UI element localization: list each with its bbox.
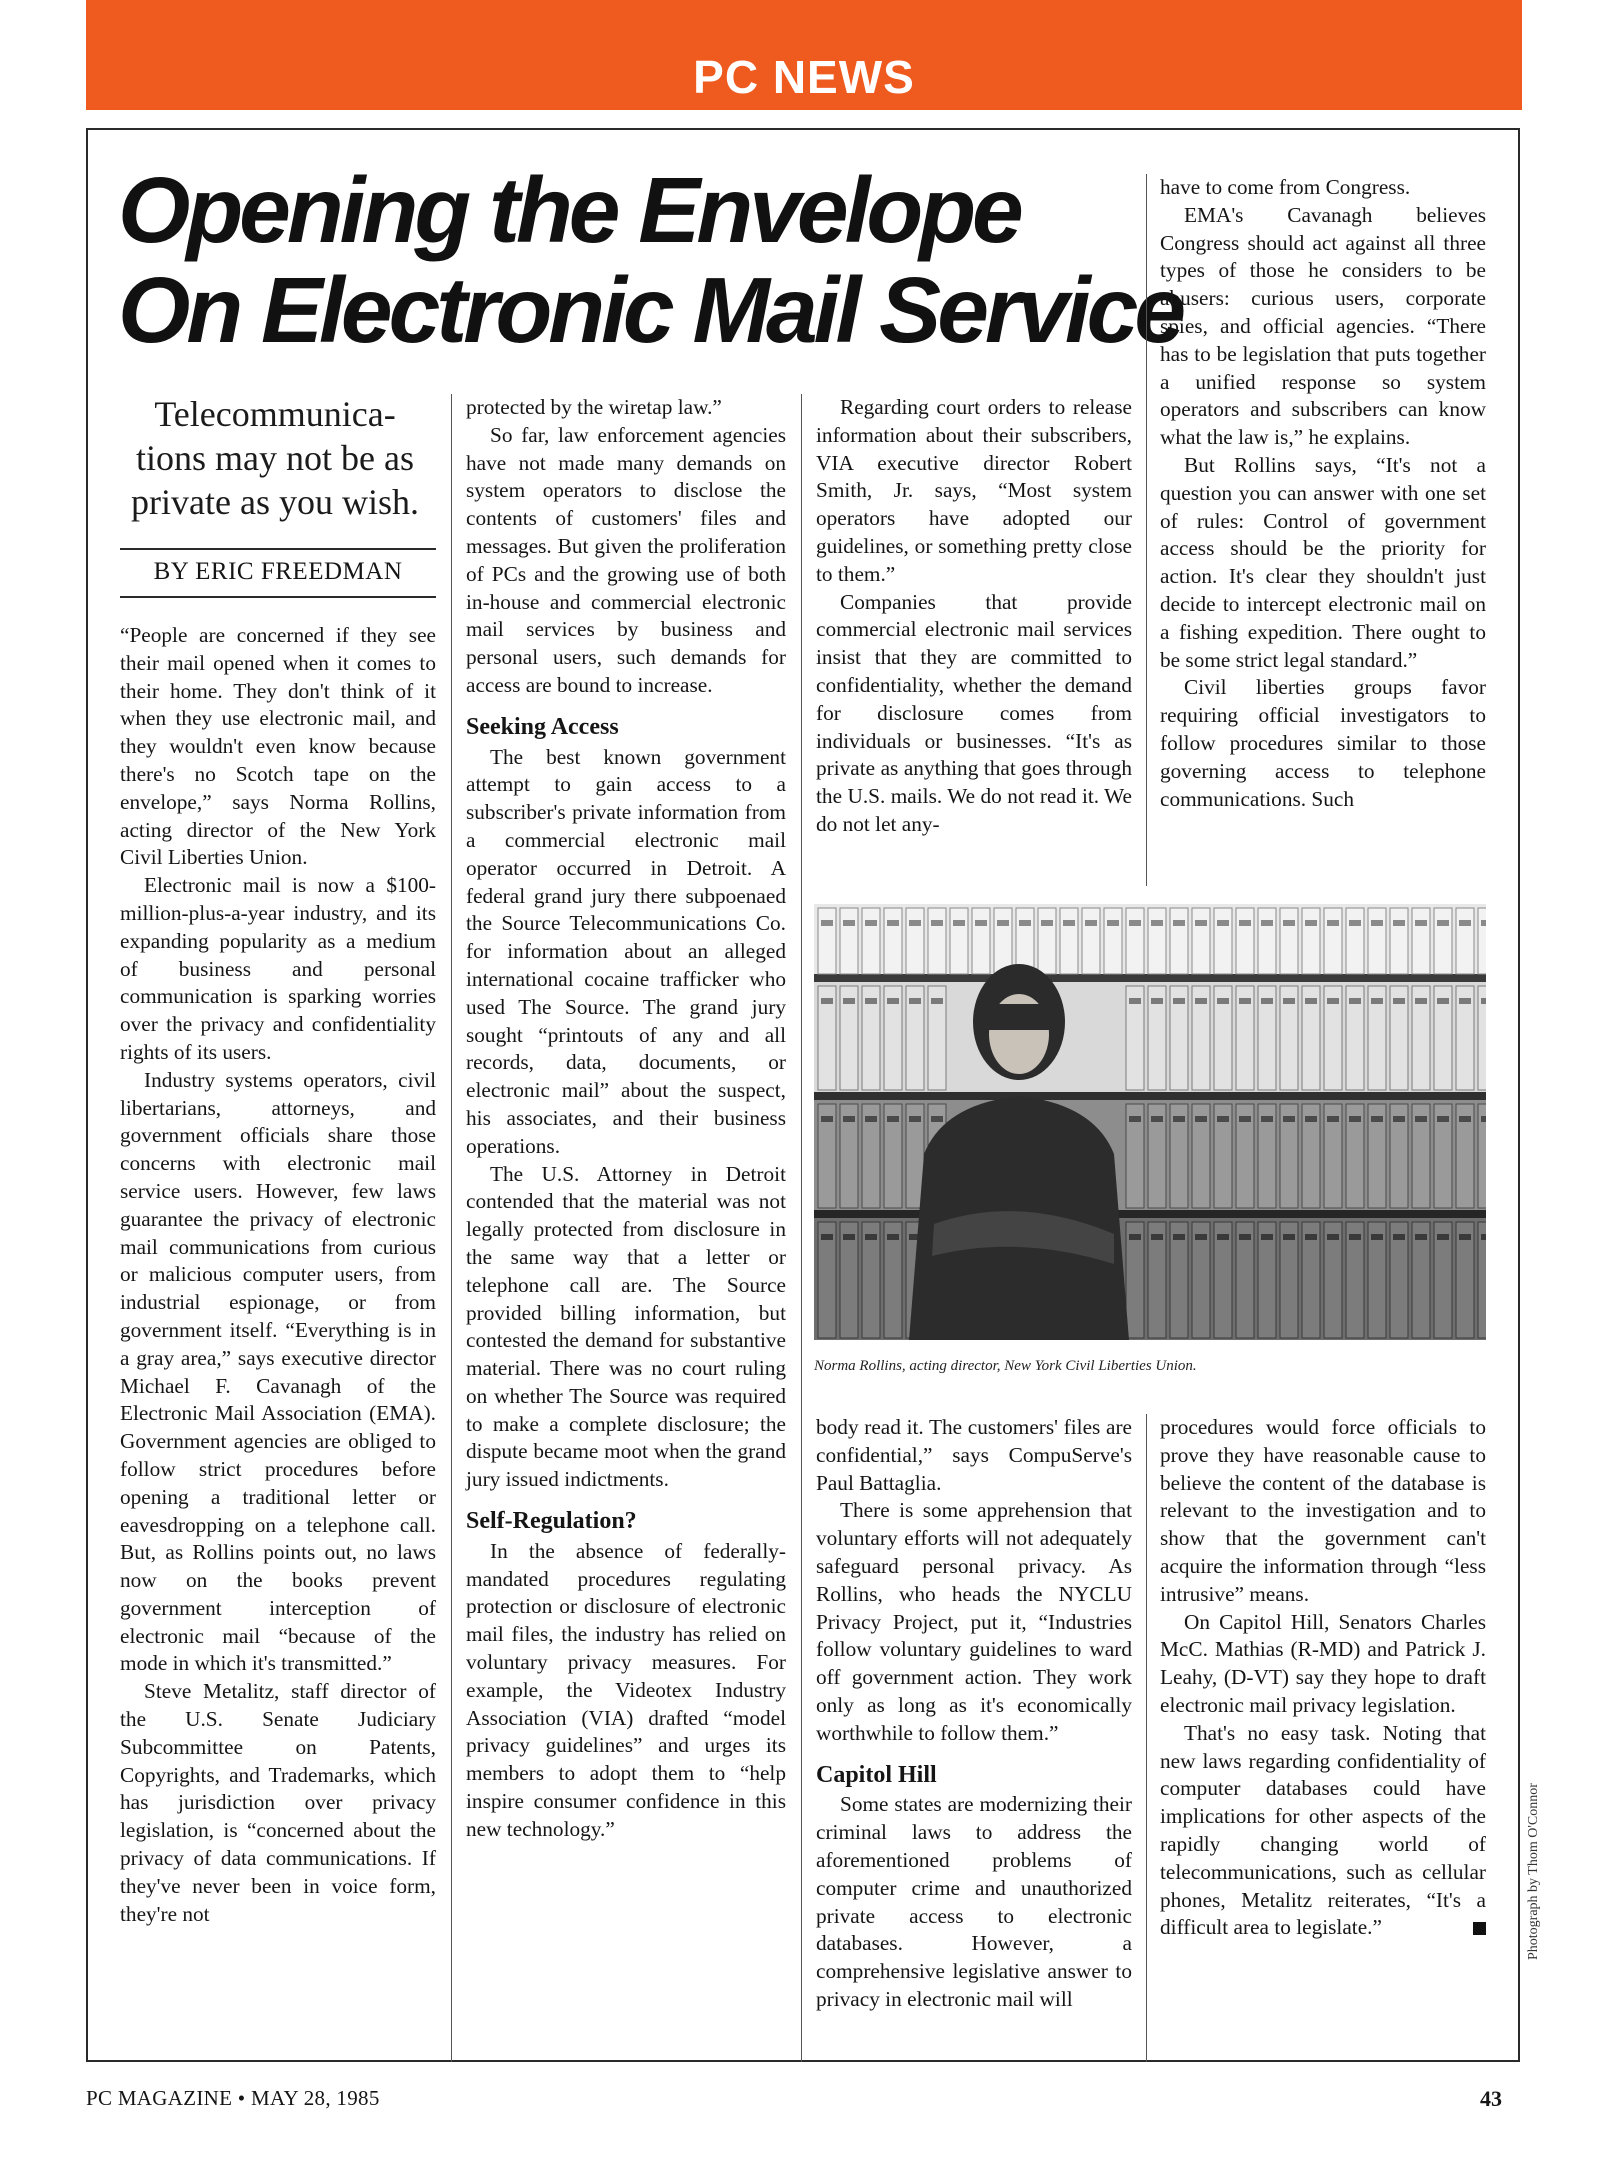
book-label <box>1371 920 1383 926</box>
book-label <box>1459 1234 1471 1240</box>
paragraph: So far, law enforcement agencies have not made many demands on system operators to disclose the contents of customers' files and messages. But given the proliferation of PCs and the growing use of both in-house and commercial electronic mail services by business and personal users, such demands for access are bound to increase. <box>466 422 786 697</box>
book-label <box>975 920 987 926</box>
book-label <box>1217 998 1229 1004</box>
book-label <box>1481 998 1486 1004</box>
book-label <box>1173 1116 1185 1122</box>
book-label <box>1129 1234 1141 1240</box>
book-spine <box>950 908 968 974</box>
book-label <box>1349 998 1361 1004</box>
book-label <box>1085 920 1097 926</box>
book-label <box>843 1234 855 1240</box>
book-label <box>1327 1116 1339 1122</box>
book-label <box>1349 1116 1361 1122</box>
book-spine <box>906 908 924 974</box>
article-column-4-continued <box>1160 1414 1486 1942</box>
book-label <box>887 920 899 926</box>
book-spine <box>1302 908 1320 974</box>
book-label <box>887 1234 899 1240</box>
book-label <box>887 998 899 1004</box>
subheading-capitol-hill: Capitol Hill <box>816 1761 937 1788</box>
book-spine <box>1126 908 1144 974</box>
paragraph: Regarding court orders to release information about their subscribers, VIA executive director Robert Smith, Jr. says, “Most system operators have adopted our guidelines, or something pretty close to them.” <box>816 395 1132 586</box>
photo-credit: Photograph by Thom O'Connor <box>1526 1783 1541 1960</box>
book-label <box>1415 920 1427 926</box>
book-label <box>1041 920 1053 926</box>
book-label <box>1437 1116 1449 1122</box>
book-label <box>865 1116 877 1122</box>
book-label <box>1459 1116 1471 1122</box>
article-column-3-continued <box>816 1414 1132 2014</box>
book-label <box>1415 1234 1427 1240</box>
book-label <box>1239 998 1251 1004</box>
book-label <box>1195 920 1207 926</box>
book-label <box>1327 920 1339 926</box>
book-label <box>1261 920 1273 926</box>
paragraph: Companies that provide commercial electronic mail services insist that they are committed to confidentiality, whether the demand for disclosure comes from individuals or businesses. “It's as private as anything that goes through the U.S. mails. We do not read it. We do not let any- <box>816 589 1132 836</box>
paragraph: In the absence of federally-mandated procedures regulating protection or disclosure of electronic mail files, the industry has relied on voluntary privacy measures. For example, the Videotex Industry Association (VIA) drafted “model privacy guidelines” and urges its members to adopt them to “help inspire consumer confidence in this new technology.” <box>466 1538 786 1841</box>
paragraph: There is some apprehension that voluntary efforts will not adequately safeguard personal privacy. As Rollins, who heads the NYCLU Privacy Project, put it, “Industries follow voluntary guidelines to ward off government action. They work only as long as it's economically worthwhile to follow them.” <box>816 1498 1132 1745</box>
book-label <box>1415 1116 1427 1122</box>
book-spine <box>1104 908 1122 974</box>
book-label <box>909 920 921 926</box>
headline <box>118 158 1183 362</box>
book-label <box>1349 1234 1361 1240</box>
book-spine <box>1324 908 1342 974</box>
book-label <box>1481 920 1486 926</box>
book-spine <box>972 908 990 974</box>
book-label <box>865 920 877 926</box>
book-label <box>1437 1234 1449 1240</box>
book-label <box>1481 1116 1486 1122</box>
book-label <box>843 920 855 926</box>
book-label <box>1129 1116 1141 1122</box>
article-column-4 <box>1160 174 1486 813</box>
book-label <box>1459 920 1471 926</box>
book-label <box>843 1116 855 1122</box>
book-label <box>1173 1234 1185 1240</box>
paragraph: The best known government attempt to gain access to a subscriber's private information from a commercial electronic mail operator occurred in Detroit. A federal grand jury there subpoenaed the Source Telecommunications Co. for information about an alleged international cocaine trafficker who used The Source. The grand jury sought “printouts of any and all records, data, documents, or electronic mail” about the suspect, his associates, and their business operations. <box>466 744 786 1158</box>
book-spine <box>1214 908 1232 974</box>
book-spine <box>884 908 902 974</box>
article-column-2 <box>466 394 786 1844</box>
book-label <box>1151 920 1163 926</box>
book-label <box>1393 998 1405 1004</box>
book-label <box>1283 1116 1295 1122</box>
byline-rule-top <box>120 548 436 550</box>
book-label <box>1151 998 1163 1004</box>
book-label <box>1481 1234 1486 1240</box>
book-label <box>821 1234 833 1240</box>
book-label <box>1239 920 1251 926</box>
footer-publication: PC MAGAZINE • MAY 28, 1985 <box>86 2086 380 2110</box>
book-label <box>997 920 1009 926</box>
paragraph: Steve Metalitz, staff director of the U.S. Senate Judiciary Subcommittee on Patents, Copyrights, and Trademarks, which has jurisdiction over privacy legislation, is “concerned about the privacy of data communications. If they've never been in voice form, they're not <box>120 1679 436 1926</box>
book-label <box>865 1234 877 1240</box>
book-label <box>1019 920 1031 926</box>
book-spine <box>1456 908 1474 974</box>
book-label <box>865 998 877 1004</box>
paragraph: Civil liberties groups favor requiring official investigators to follow procedures similar to those governing access to telephone communications. Such <box>1160 675 1486 811</box>
article-column-1 <box>120 622 436 1928</box>
book-spine <box>1038 908 1056 974</box>
book-label <box>1063 920 1075 926</box>
book-label <box>1195 1234 1207 1240</box>
book-label <box>931 998 943 1004</box>
book-spine <box>1478 908 1486 974</box>
book-label <box>1217 1116 1229 1122</box>
book-label <box>821 998 833 1004</box>
paragraph: On Capitol Hill, Senators Charles McC. Mathias (R-MD) and Patrick J. Leahy, (D-VT) say they hope to draft electronic mail privacy legislation. <box>1160 1609 1486 1717</box>
book-label <box>1371 1234 1383 1240</box>
book-spine <box>818 908 836 974</box>
paragraph: have to come from Congress. <box>1160 175 1411 199</box>
section-title: PC NEWS <box>693 51 915 103</box>
book-spine <box>1258 908 1276 974</box>
article-column-3 <box>816 394 1132 839</box>
book-spine <box>1280 908 1298 974</box>
paragraph: protected by the wiretap law.” <box>466 395 722 419</box>
book-label <box>1283 1234 1295 1240</box>
book-label <box>1459 998 1471 1004</box>
book-label <box>909 1116 921 1122</box>
paragraph: Some states are modernizing their criminal laws to address the aforementioned problems of computer crime and unauthorized private access to electronic databases. However, a comprehensive legislative answer to privacy in electronic mail will <box>816 1792 1132 2011</box>
book-label <box>1129 920 1141 926</box>
book-label <box>1393 1234 1405 1240</box>
book-label <box>1261 998 1273 1004</box>
book-label <box>843 998 855 1004</box>
book-label <box>821 920 833 926</box>
book-label <box>1261 1234 1273 1240</box>
paragraph: body read it. The customers' files are confidential,” says CompuServe's Paul Battaglia. <box>816 1415 1132 1495</box>
book-label <box>1371 998 1383 1004</box>
book-label <box>1393 1116 1405 1122</box>
column-rule <box>1146 1414 1147 2062</box>
photo-caption: Norma Rollins, acting director, New York Civil Liberties Union. <box>814 1358 1197 1374</box>
book-spine <box>1368 908 1386 974</box>
book-label <box>953 920 965 926</box>
column-rule <box>451 394 452 2062</box>
book-label <box>1151 1234 1163 1240</box>
book-label <box>931 1116 943 1122</box>
book-spine <box>1060 908 1078 974</box>
paragraph-text: That's no easy task. Noting that new laws regarding confidentiality of computer databases could have implications for other aspects of the rapidly changing world of telecommunications, such as cellular phones, Metalitz reiterates, “It's a difficult area to legislate.” <box>1160 1720 1486 1940</box>
book-label <box>1239 1234 1251 1240</box>
book-label <box>1173 920 1185 926</box>
book-label <box>1107 920 1119 926</box>
book-spine <box>994 908 1012 974</box>
book-spine <box>1170 908 1188 974</box>
book-label <box>1173 998 1185 1004</box>
book-spine <box>1148 908 1166 974</box>
headline-line-2: On Electronic Mail Service <box>118 258 1183 362</box>
paragraph: But Rollins says, “It's not a question you can answer with one set of rules: Control of government access should be the priority for action. It's clear they shouldn't just decide to intercept electronic mail on a fishing expedition. There ought to be some strict legal standard.” <box>1160 452 1486 672</box>
book-label <box>1437 998 1449 1004</box>
section-banner <box>86 0 1522 110</box>
book-spine <box>1236 908 1254 974</box>
book-label <box>1327 1234 1339 1240</box>
paragraph: Electronic mail is now a $100-million-plus-a-year industry, and its expanding popularity as a medium of business and personal communication is sparking worries over the privacy and confidentiality rights of its users. <box>120 873 436 1064</box>
book-label <box>1217 920 1229 926</box>
book-spine <box>1434 908 1452 974</box>
book-spine <box>928 908 946 974</box>
book-spine <box>1082 908 1100 974</box>
paragraph: The U.S. Attorney in Detroit contended that the material was not legally protected from disclosure in the same way that a letter or telephone call are. The Source provided billing information, but contested the demand for substantive material. There was no court ruling on whether The Source was required to make a complete disclosure; the dispute became moot when the grand jury issued indictments. <box>466 1161 786 1492</box>
book-label <box>1371 1116 1383 1122</box>
book-label <box>909 998 921 1004</box>
book-label <box>1195 1116 1207 1122</box>
book-label <box>1415 998 1427 1004</box>
headline-line-1: Opening the Envelope <box>118 158 1020 262</box>
book-label <box>1283 998 1295 1004</box>
book-label <box>1305 998 1317 1004</box>
book-label <box>821 1116 833 1122</box>
byline-rule-bottom <box>120 596 436 598</box>
photo-norma-rollins <box>814 904 1486 1340</box>
subheading-self-regulation: Self-Regulation? <box>466 1508 637 1535</box>
book-spine <box>862 908 880 974</box>
page-number: 43 <box>1480 2086 1502 2111</box>
book-label <box>887 1116 899 1122</box>
book-label <box>1261 1116 1273 1122</box>
book-label <box>1349 920 1361 926</box>
book-label <box>1305 1234 1317 1240</box>
deck-subtitle: Telecommunica-tions may not be as private as you wish. <box>131 394 419 522</box>
subheading-seeking-access: Seeking Access <box>466 713 619 740</box>
byline: BY ERIC FREEDMAN <box>153 558 403 585</box>
book-label <box>1283 920 1295 926</box>
paragraph: EMA's Cavanagh believes Congress should act against all three types of those he considers to be abusers: curious users, corporate spies, and official agencies. “There has to be legislation that puts together a unified response so system operators and subscribers can know what the law is,” he explains. <box>1160 202 1486 450</box>
book-spine <box>1390 908 1408 974</box>
photo-illustration <box>814 904 1486 1340</box>
column-rule <box>801 394 802 2062</box>
book-label <box>1217 1234 1229 1240</box>
book-spine <box>1346 908 1364 974</box>
book-label <box>1305 920 1317 926</box>
book-label <box>1151 1116 1163 1122</box>
paragraph: procedures would force officials to prove they have reasonable cause to believe the content of the database is relevant to the investigation and to show that the government can't acquire the information through “less intrusive” means. <box>1160 1415 1486 1606</box>
book-label <box>1393 920 1405 926</box>
book-label <box>931 920 943 926</box>
paragraph: Industry systems operators, civil libertarians, attorneys, and government officials share those concerns with electronic mail service users. However, few laws guarantee the privacy of electronic mail communications from curious or malicious computer users, from industrial espionage, or from government itself. “Everything is in a gray area,” says executive director Michael F. Cavanagh of the Electronic Mail Association (EMA). Government agencies are obliged to follow strict procedures before opening a traditional letter or eavesdropping on a telephone call. But, as Rollins points out, no laws now on the books prevent government interception of electronic mail “because of the mode in which it's transmitted.” <box>120 1067 436 1676</box>
book-label <box>1239 1116 1251 1122</box>
paragraph <box>1160 1720 1486 1942</box>
end-of-article-mark <box>1473 1922 1486 1935</box>
book-label <box>1327 998 1339 1004</box>
book-label <box>1129 998 1141 1004</box>
book-spine <box>840 908 858 974</box>
paragraph: “People are concerned if they see their mail opened when it comes to their home. They don't think of it when they use electronic mail, and they wouldn't even know because there's no Scotch tape on the envelope,” says Norma Rollins, acting director of the New York Civil Liberties Union. <box>120 623 436 870</box>
book-spine <box>1192 908 1210 974</box>
book-spine <box>1412 908 1430 974</box>
column-rule <box>1146 174 1147 886</box>
book-label <box>1195 998 1207 1004</box>
book-label <box>1305 1116 1317 1122</box>
book-label <box>1437 920 1449 926</box>
